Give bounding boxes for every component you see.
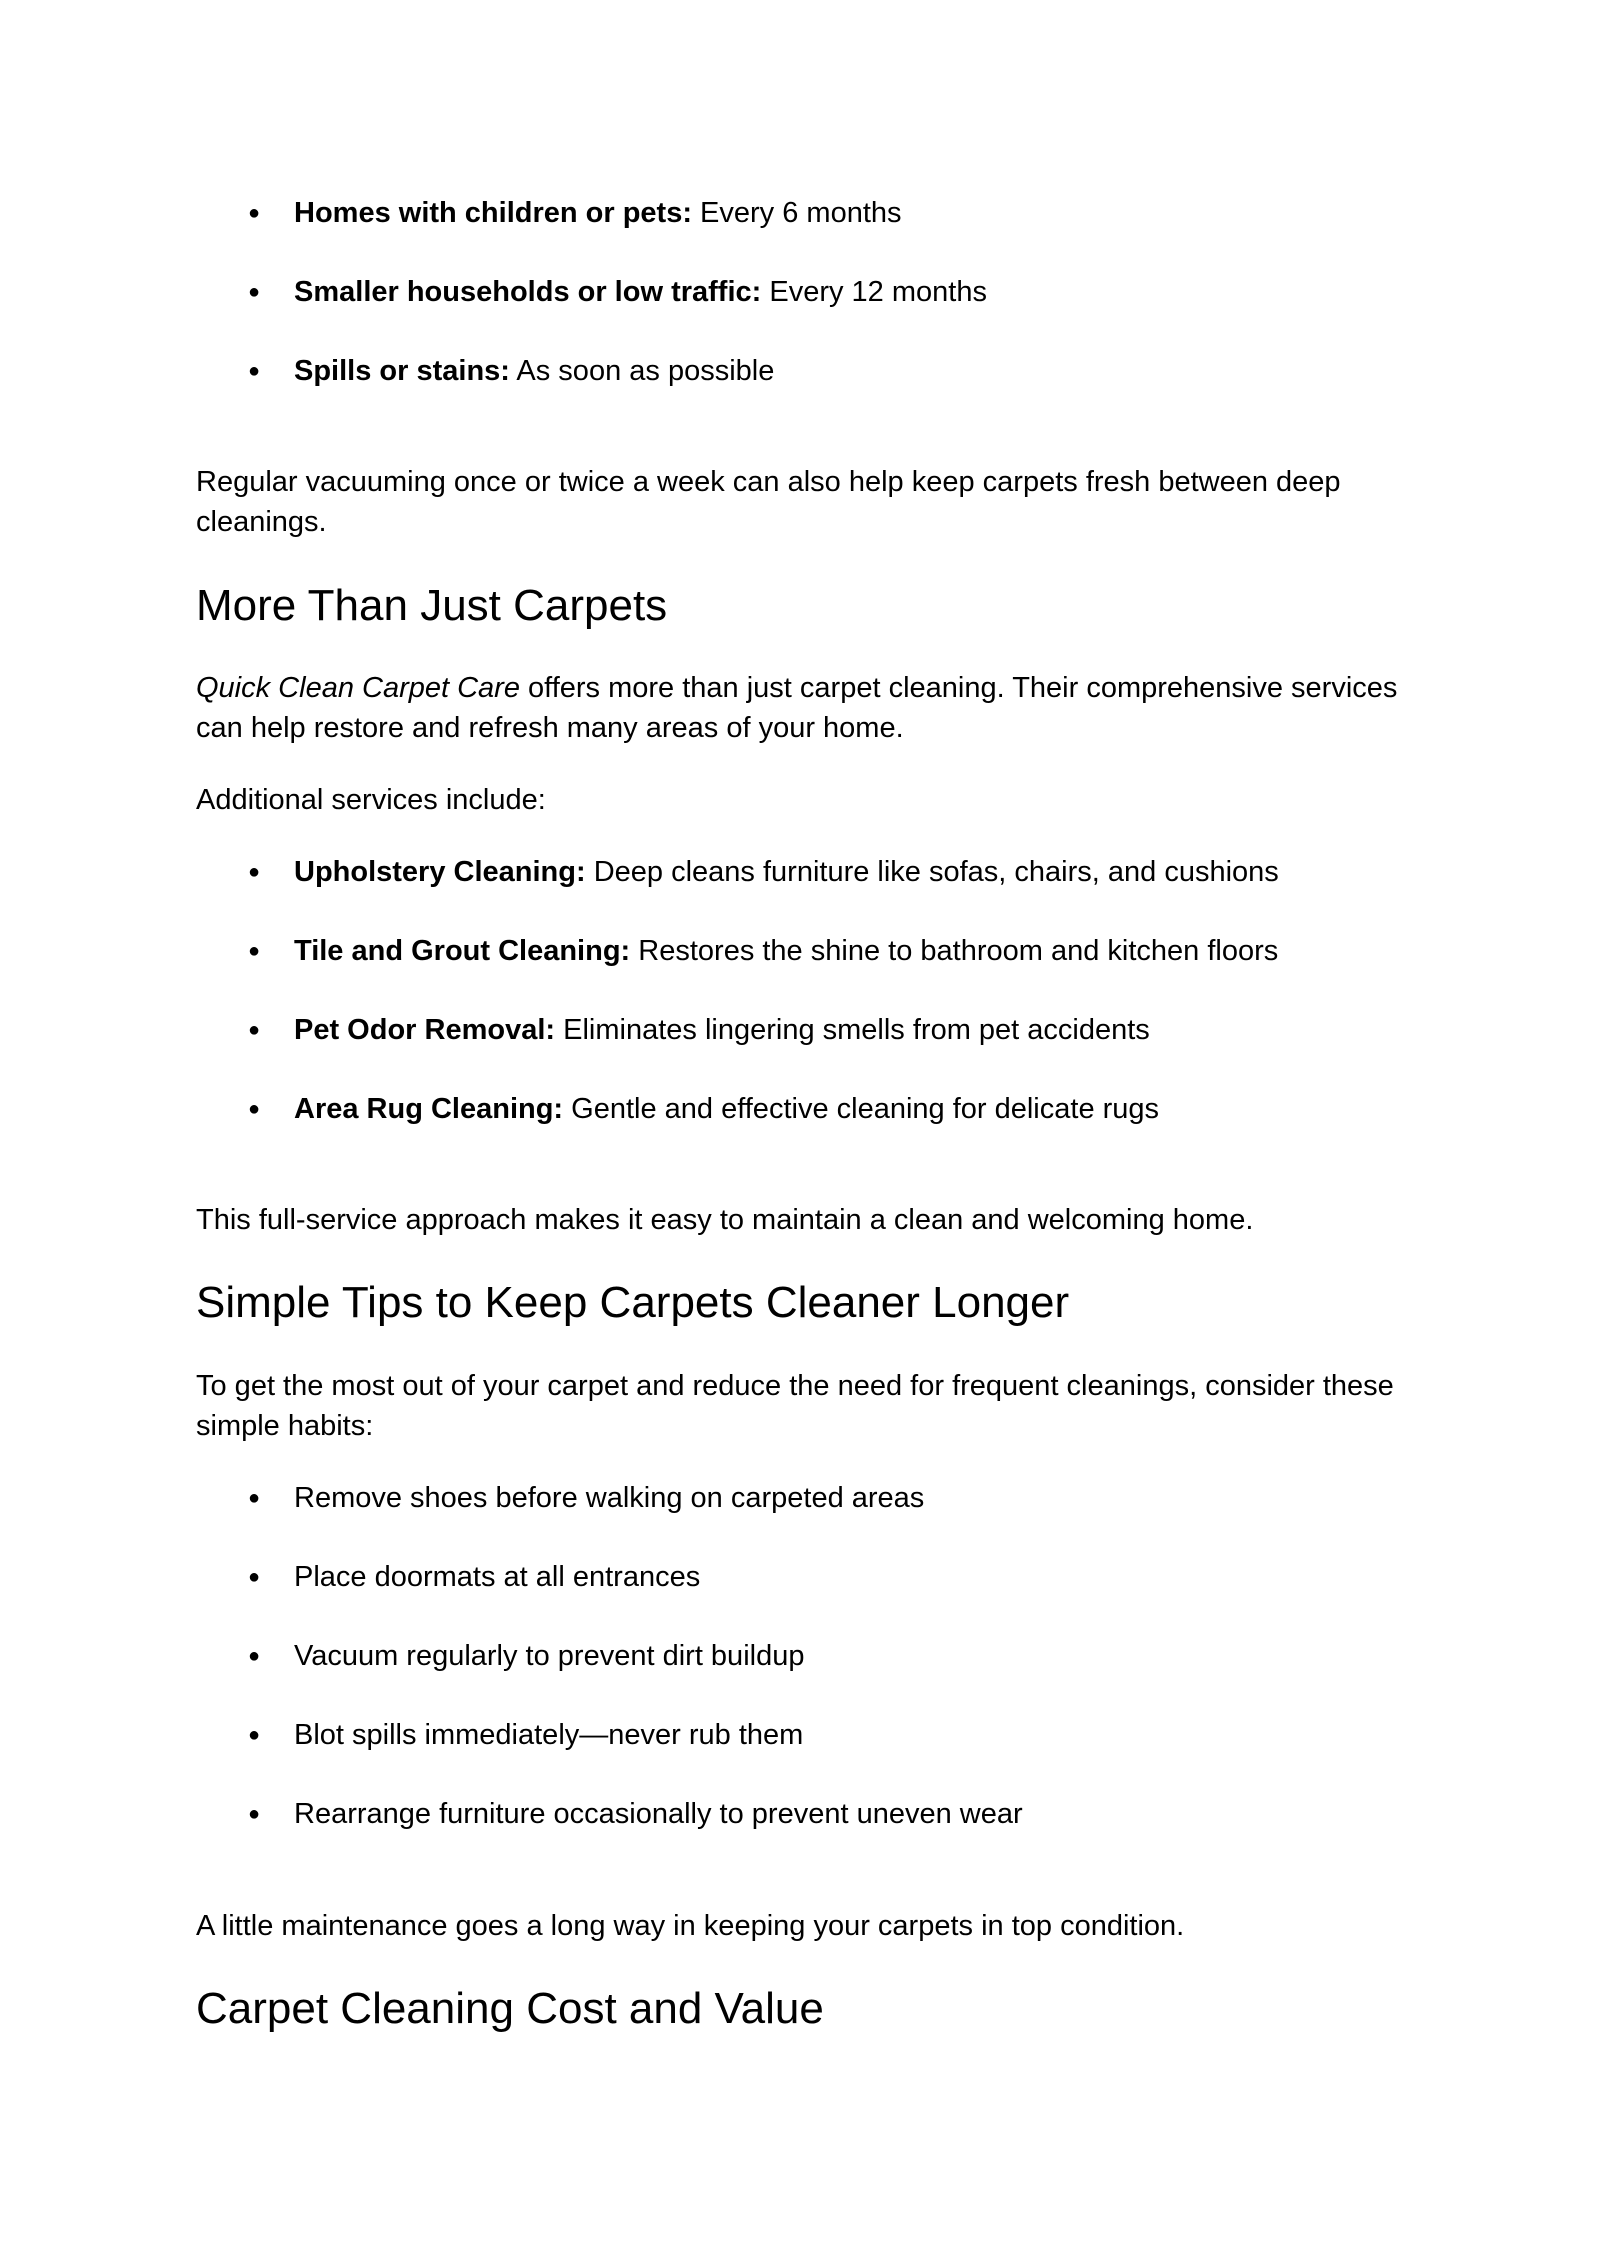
list-item-label: Tile and Grout Cleaning:	[294, 935, 631, 967]
list-item	[196, 351, 1406, 391]
section-tips-heading-block	[196, 1277, 1406, 1329]
list-item-value: Eliminates lingering smells from pet accidents	[555, 1014, 1150, 1046]
list-item	[196, 1478, 1406, 1518]
list-item	[196, 1715, 1406, 1755]
list-item-value: Every 12 months	[761, 276, 987, 308]
list-item-text: Vacuum regularly to prevent dirt buildup	[294, 1640, 805, 1672]
section-tips-closing: A little maintenance goes a long way in keeping your carpets in top condition.	[196, 1910, 1185, 1942]
list-item	[196, 1636, 1406, 1676]
list-item	[196, 1557, 1406, 1597]
list-item-value: Every 6 months	[692, 197, 902, 229]
list-item	[196, 272, 1406, 312]
section-cost-heading-block	[196, 1983, 1406, 2035]
bullet-icon: ●	[248, 1803, 261, 1825]
bullet-icon: ●	[248, 281, 261, 303]
section-more-intro-rest: offers more than just carpet cleaning. Their comprehensive services can help restore and refresh many areas of your home.	[196, 672, 1398, 744]
section-heading-simple-tips: Simple Tips to Keep Carpets Cleaner Longer	[196, 1278, 1070, 1327]
list-item	[196, 1010, 1406, 1050]
vacuum-paragraph: Regular vacuuming once or twice a week can also help keep carpets fresh between deep cleanings.	[196, 466, 1341, 538]
section-heading-more-than-just-carpets: More Than Just Carpets	[196, 581, 668, 630]
list-item	[196, 931, 1406, 971]
list-item-value: Restores the shine to bathroom and kitchen floors	[630, 935, 1279, 967]
vacuum-paragraph-block	[196, 462, 1406, 542]
list-item-value: Gentle and effective cleaning for delicate rugs	[563, 1093, 1160, 1125]
section-tips-intro-block	[196, 1366, 1406, 1446]
list-item-label: Area Rug Cleaning:	[294, 1093, 564, 1125]
additional-services-label-block	[196, 780, 1406, 820]
bullet-icon: ●	[248, 940, 261, 962]
bullet-icon: ●	[248, 861, 261, 883]
bullet-icon: ●	[248, 1019, 261, 1041]
list-item	[196, 852, 1406, 892]
bullet-icon: ●	[248, 202, 261, 224]
list-item-text: Place doormats at all entrances	[294, 1561, 701, 1593]
list-item-text	[294, 272, 987, 312]
additional-services-label: Additional services include:	[196, 784, 546, 816]
list-item-text: Rearrange furniture occasionally to prevent uneven wear	[294, 1798, 1023, 1830]
list-item	[196, 1089, 1406, 1129]
list-item-value: As soon as possible	[509, 355, 775, 387]
bullet-icon: ●	[248, 1098, 261, 1120]
bullet-icon: ●	[248, 1645, 261, 1667]
bullet-icon: ●	[248, 1724, 261, 1746]
list-item-label: Spills or stains:	[294, 355, 510, 387]
list-item-value: Deep cleans furniture like sofas, chairs, and cushions	[585, 856, 1279, 888]
list-item	[196, 193, 1406, 233]
section-more-heading-block	[196, 580, 1406, 632]
section-more-intro-block	[196, 668, 1406, 748]
bullet-icon: ●	[248, 360, 261, 382]
list-item-text: Blot spills immediately—never rub them	[294, 1719, 804, 1751]
list-item-text: Remove shoes before walking on carpeted areas	[294, 1482, 925, 1514]
list-item-label: Pet Odor Removal:	[294, 1014, 556, 1046]
section-tips-intro: To get the most out of your carpet and reduce the need for frequent cleanings, consider these simple habits:	[196, 1370, 1394, 1442]
bullet-icon: ●	[248, 1487, 261, 1509]
list-item-text	[294, 351, 774, 391]
list-item-label: Homes with children or pets:	[294, 197, 692, 229]
company-name: Quick Clean Carpet Care	[196, 672, 520, 704]
section-more-intro	[196, 668, 1406, 748]
list-item-label: Smaller households or low traffic:	[294, 276, 762, 308]
list-item-text	[294, 852, 1279, 892]
section-more-closing-block	[196, 1200, 1406, 1240]
section-more-closing: This full-service approach makes it easy to maintain a clean and welcoming home.	[196, 1204, 1254, 1236]
section-tips-closing-block	[196, 1906, 1406, 1946]
list-item-text	[294, 1089, 1159, 1129]
section-heading-cost-and-value: Carpet Cleaning Cost and Value	[196, 1984, 824, 2033]
list-item-text	[294, 931, 1278, 971]
list-item	[196, 1794, 1406, 1834]
list-item-text	[294, 1010, 1150, 1050]
bullet-icon: ●	[248, 1566, 261, 1588]
list-item-text	[294, 193, 902, 233]
list-item-label: Upholstery Cleaning:	[294, 856, 586, 888]
